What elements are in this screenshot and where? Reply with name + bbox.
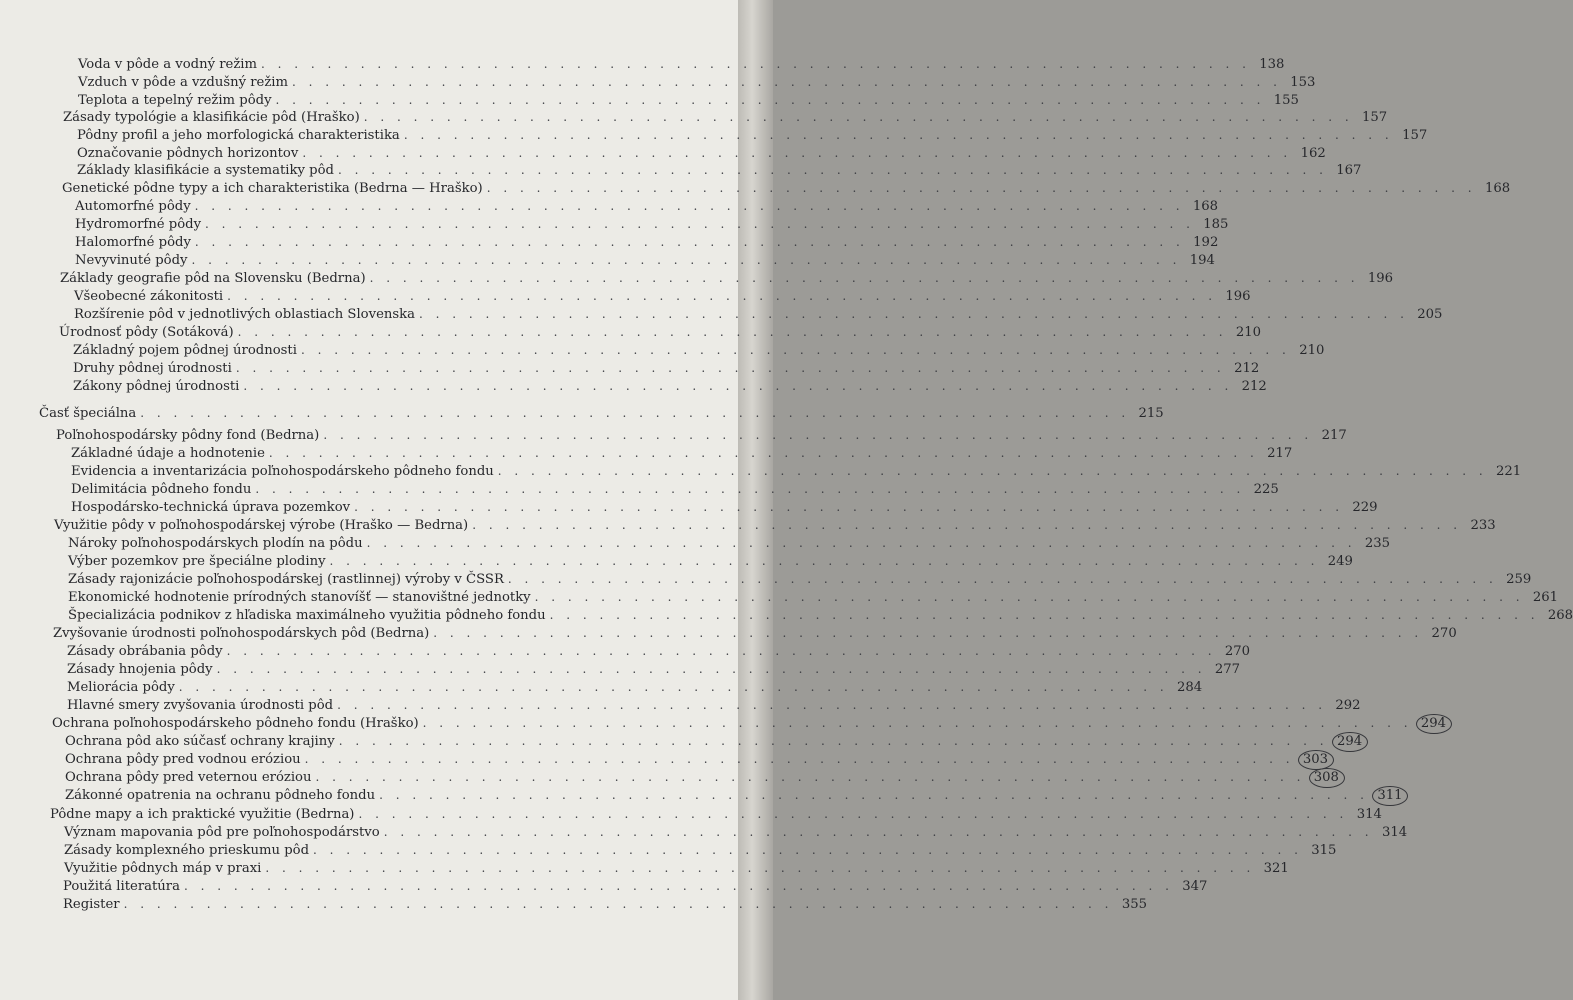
toc-entry-page: 277: [1214, 662, 1241, 677]
toc-entry: [68, 553, 1353, 570]
toc-entry: [65, 769, 1339, 786]
toc-entry-page: 233: [1470, 518, 1496, 533]
toc-dot-leader: . . . . . . . . . . . . . . . . . . . . . . . . . . . . . . . . . . . . . . . . . . . . . . . . . . . . . . . . . . . .: [379, 788, 1369, 802]
toc-entry-title: Základný pojem pôdnej úrodnosti: [73, 343, 297, 358]
toc-entry-title: Zásady rajonizácie poľnohospodárskej (rastlinnej) výroby v ČSSR: [68, 572, 504, 587]
toc-dot-leader: . . . . . . . . . . . . . . . . . . . . . . . . . . . . . . . . . . . . . . . . . . . . . . . . . . . . . . . . . . . .: [255, 482, 1245, 496]
toc-entry-title: Evidencia a inventarizácia poľnohospodárskeho pôdneho fondu: [71, 464, 494, 479]
toc-entry-page: 168: [1484, 181, 1511, 196]
toc-entry-title: Špecializácia podnikov z hľadiska maximálneho využitia pôdneho fondu: [68, 608, 546, 623]
toc-entry-page: 196: [1225, 289, 1251, 304]
toc-entry: [62, 180, 1511, 197]
toc-dot-leader: . . . . . . . . . . . . . . . . . . . . . . . . . . . . . . . . . . . . . . . . . . . . . . . . . . . . . . . . . . . .: [363, 110, 1354, 124]
toc-entry-title: Zásady typológie a klasifikácie pôd (Hraško): [63, 110, 360, 125]
toc-dot-leader: . . . . . . . . . . . . . . . . . . . . . . . . . . . . . . . . . . . . . . . . . . . . . . . . . . . . . . . . . . . .: [292, 75, 1282, 89]
toc-dot-leader: . . . . . . . . . . . . . . . . . . . . . . . . . . . . . . . . . . . . . . . . . . . . . . . . . . . . . . . . . . . .: [315, 770, 1305, 784]
toc-dot-leader: . . . . . . . . . . . . . . . . . . . . . . . . . . . . . . . . . . . . . . . . . . . . . . . . . . . . . . . . . . . .: [227, 289, 1217, 303]
toc-dot-leader: . . . . . . . . . . . . . . . . . . . . . . . . . . . . . . . . . . . . . . . . . . . . . . . . . . . . . . . . . . . .: [178, 680, 1169, 694]
toc-entry-page: 157: [1402, 128, 1428, 143]
toc-entry: [78, 74, 1316, 91]
toc-entry-title: Základy geografie pôd na Slovensku (Bedrna): [60, 271, 366, 286]
toc-entry-title: Zásady hnojenia pôdy: [67, 662, 213, 677]
toc-entry: [67, 643, 1251, 660]
toc-entry-title: Zákonné opatrenia na ochranu pôdneho fondu: [65, 788, 376, 803]
toc-entry: [77, 127, 1428, 144]
toc-entry: [75, 234, 1219, 251]
toc-entry-page: 210: [1235, 325, 1262, 340]
toc-entry-page: 294: [1328, 733, 1362, 750]
toc-entry-title: Voda v pôde a vodný režim: [78, 57, 258, 72]
toc-entry-page: 259: [1506, 572, 1532, 587]
toc-entry: [39, 405, 1164, 422]
toc-dot-leader: . . . . . . . . . . . . . . . . . . . . . . . . . . . . . . . . . . . . . . . . . . . . . . . . . . . . . . . . . . . .: [366, 536, 1357, 550]
toc-entry-page: 355: [1121, 897, 1147, 912]
toc-entry: [74, 306, 1443, 323]
toc-dot-leader: . . . . . . . . . . . . . . . . . . . . . . . . . . . . . . . . . . . . . . . . . . . . . . . . . . . . . . . . . . . .: [507, 572, 1498, 586]
toc-dot-leader: . . . . . . . . . . . . . . . . . . . . . . . . . . . . . . . . . . . . . . . . . . . . . . . . . . . . . . . . . . . .: [323, 428, 1313, 442]
toc-entry-title: Meliorácia pôdy: [67, 680, 175, 695]
toc-entry: [63, 896, 1147, 913]
toc-entry-title: Označovanie pôdnych horizontov: [77, 146, 299, 161]
toc-entry-title: Základné údaje a hodnotenie: [71, 446, 265, 461]
toc-entry-page: 210: [1299, 343, 1325, 358]
toc-entry-title: Úrodnosť pôdy (Sotáková): [59, 325, 234, 340]
toc-dot-leader: . . . . . . . . . . . . . . . . . . . . . . . . . . . . . . . . . . . . . . . . . . . . . . . . . . . . . . . . . . . .: [235, 361, 1226, 375]
toc-entry-page: 205: [1417, 307, 1443, 322]
toc-dot-leader: . . . . . . . . . . . . . . . . . . . . . . . . . . . . . . . . . . . . . . . . . . . . . . . . . . . . . . . . . . . .: [261, 57, 1251, 71]
toc-entry: [64, 860, 1289, 877]
toc-dot-leader: . . . . . . . . . . . . . . . . . . . . . . . . . . . . . . . . . . . . . . . . . . . . . . . . . . . . . . . . . . . .: [337, 163, 1328, 177]
toc-entry: [68, 589, 1559, 606]
toc-entry-page: 221: [1496, 464, 1522, 479]
toc-entry: [75, 198, 1219, 215]
toc-entry: [53, 625, 1457, 642]
toc-entry-title: Nevyvinuté pôdy: [75, 253, 188, 268]
toc-dot-leader: . . . . . . . . . . . . . . . . . . . . . . . . . . . . . . . . . . . . . . . . . . . . . . . . . . . . . . . . . . . .: [369, 271, 1360, 285]
toc-entry-page: 225: [1253, 482, 1279, 497]
toc-entry-title: Zásady komplexného prieskumu pôd: [64, 843, 310, 858]
toc-entry-page: 268: [1547, 608, 1573, 623]
toc-dot-leader: . . . . . . . . . . . . . . . . . . . . . . . . . . . . . . . . . . . . . . . . . . . . . . . . . . . . . . . . . . . .: [338, 734, 1329, 748]
toc-entry: [67, 661, 1241, 678]
toc-entry-page: 217: [1321, 428, 1347, 443]
toc-entry: [60, 270, 1394, 287]
toc-entry-page: 270: [1224, 644, 1251, 659]
toc-entry-title: Zásady obrábania pôdy: [67, 644, 223, 659]
toc-entry-page: 212: [1234, 361, 1260, 376]
toc-entry-page: 294: [1412, 715, 1446, 732]
toc-dot-leader: . . . . . . . . . . . . . . . . . . . . . . . . . . . . . . . . . . . . . . . . . . . . . . . . . . . . . . . . . . . .: [300, 343, 1291, 357]
toc-dot-leader: . . . . . . . . . . . . . . . . . . . . . . . . . . . . . . . . . . . . . . . . . . . . . . . . . . . . . . . . . . . .: [205, 217, 1195, 231]
toc-entry: [65, 733, 1363, 750]
toc-entry-page: 311: [1368, 787, 1402, 804]
toc-entry-page: 167: [1336, 163, 1362, 178]
toc-entry-page: 303: [1294, 751, 1328, 768]
toc-entry: [71, 445, 1293, 462]
toc-entry: [68, 535, 1391, 552]
toc-dot-leader: . . . . . . . . . . . . . . . . . . . . . . . . . . . . . . . . . . . . . . . . . . . . . . . . . . . . . . . . . . . .: [123, 897, 1113, 911]
toc-entry-title: Genetické pôdne typy a ich charakteristika (Bedrna — Hraško): [62, 181, 483, 196]
toc-dot-leader: . . . . . . . . . . . . . . . . . . . . . . . . . . . . . . . . . . . . . . . . . . . . . . . . . . . . . . . . . . . .: [383, 825, 1374, 839]
toc-dot-leader: . . . . . . . . . . . . . . . . . . . . . . . . . . . . . . . . . . . . . . . . . . . . . . . . . . . . . . . . . . . .: [194, 199, 1185, 213]
toc-dot-leader: . . . . . . . . . . . . . . . . . . . . . . . . . . . . . . . . . . . . . . . . . . . . . . . . . . . . . . . . . . . .: [472, 518, 1462, 532]
toc-entry-page: 270: [1431, 626, 1457, 641]
toc-dot-leader: . . . . . . . . . . . . . . . . . . . . . . . . . . . . . . . . . . . . . . . . . . . . . . . . . . . . . . . . . . . .: [419, 307, 1409, 321]
toc-dot-leader: . . . . . . . . . . . . . . . . . . . . . . . . . . . . . . . . . . . . . . . . . . . . . . . . . . . . . . . . . . . .: [237, 325, 1228, 339]
toc-entry-page: 168: [1192, 199, 1219, 214]
toc-dot-leader: . . . . . . . . . . . . . . . . . . . . . . . . . . . . . . . . . . . . . . . . . . . . . . . . . . . . . . . . . . . .: [403, 128, 1394, 142]
toc-entry: [71, 481, 1279, 498]
toc-entry-page: 157: [1361, 110, 1388, 125]
toc-entry-page: 261: [1532, 590, 1559, 605]
toc-entry-title: Výber pozemkov pre špeciálne plodiny: [68, 554, 326, 569]
toc-entry-page: 321: [1263, 861, 1289, 876]
toc-entry-page: 194: [1189, 253, 1215, 268]
toc-entry-page: 155: [1273, 93, 1299, 108]
toc-entry-title: Druhy pôdnej úrodnosti: [73, 361, 232, 376]
toc-entry: [56, 427, 1347, 444]
toc-entry-page: 138: [1259, 57, 1285, 72]
toc-entry-title: Rozšírenie pôd v jednotlivých oblastiach Slovenska: [74, 307, 415, 322]
toc-entry-title: Základy klasifikácie a systematiky pôd: [77, 163, 334, 178]
toc-entry-title: Hydromorfné pôdy: [75, 217, 202, 232]
toc-entry: [67, 679, 1203, 696]
toc-entry: [67, 697, 1361, 714]
toc-entry: [74, 288, 1251, 305]
toc-entry-title: Poľnohospodársky pôdny fond (Bedrna): [56, 428, 320, 443]
toc-dot-leader: . . . . . . . . . . . . . . . . . . . . . . . . . . . . . . . . . . . . . . . . . . . . . . . . . . . . . . . . . . . .: [433, 626, 1423, 640]
toc-dot-leader: . . . . . . . . . . . . . . . . . . . . . . . . . . . . . . . . . . . . . . . . . . . . . . . . . . . . . . . . . . . .: [304, 752, 1295, 766]
toc-dot-leader: . . . . . . . . . . . . . . . . . . . . . . . . . . . . . . . . . . . . . . . . . . . . . . . . . . . . . . . . . . . .: [216, 662, 1207, 676]
toc-entry-title: Časť špeciálna: [39, 406, 137, 421]
toc-dot-leader: . . . . . . . . . . . . . . . . . . . . . . . . . . . . . . . . . . . . . . . . . . . . . . . . . . . . . . . . . . . .: [191, 253, 1181, 267]
toc-entry: [65, 787, 1403, 804]
toc-entry: [59, 324, 1262, 341]
toc-entry-page: 347: [1182, 879, 1208, 894]
toc-entry-page: 284: [1177, 680, 1203, 695]
toc-entry-page: 315: [1311, 843, 1337, 858]
toc-dot-leader: . . . . . . . . . . . . . . . . . . . . . . . . . . . . . . . . . . . . . . . . . . . . . . . . . . . . . . . . . . . .: [268, 446, 1259, 460]
toc-entry: [64, 824, 1408, 841]
toc-dot-leader: . . . . . . . . . . . . . . . . . . . . . . . . . . . . . . . . . . . . . . . . . . . . . . . . . . . . . . . . . . . .: [337, 698, 1327, 712]
toc-dot-leader: . . . . . . . . . . . . . . . . . . . . . . . . . . . . . . . . . . . . . . . . . . . . . . . . . . . . . . . . . . . .: [302, 146, 1292, 160]
toc-entry-page: 235: [1364, 536, 1391, 551]
toc-dot-leader: . . . . . . . . . . . . . . . . . . . . . . . . . . . . . . . . . . . . . . . . . . . . . . . . . . . . . . . . . . . .: [534, 590, 1525, 604]
toc-entry: [71, 463, 1522, 480]
toc-dot-leader: . . . . . . . . . . . . . . . . . . . . . . . . . . . . . . . . . . . . . . . . . . . . . . . . . . . . . . . . . . . .: [358, 807, 1348, 821]
toc-entry-title: Halomorfné pôdy: [75, 235, 191, 250]
toc-entry: [52, 715, 1447, 732]
toc-entry-page: 308: [1305, 769, 1339, 786]
toc-entry: [75, 252, 1215, 269]
toc-entry-page: 153: [1290, 75, 1316, 90]
toc-entry-title: Nároky poľnohospodárskych plodín na pôdu: [68, 536, 363, 551]
toc-entry-title: Hlavné smery zvyšovania úrodnosti pôd: [67, 698, 334, 713]
toc-entry-page: 192: [1193, 235, 1219, 250]
toc-entry-title: Význam mapovania pôd pre poľnohospodárstvo: [64, 825, 380, 840]
toc-entry: [75, 216, 1229, 233]
toc-entry: [63, 109, 1388, 126]
toc-dot-leader: . . . . . . . . . . . . . . . . . . . . . . . . . . . . . . . . . . . . . . . . . . . . . . . . . . . . . . . . . . . .: [354, 500, 1344, 514]
toc-entry-title: Vzduch v pôde a vzdušný režim: [78, 75, 289, 90]
toc-entry: [71, 499, 1378, 516]
toc-dot-leader: . . . . . . . . . . . . . . . . . . . . . . . . . . . . . . . . . . . . . . . . . . . . . . . . . . . . . . . . . . . .: [497, 464, 1488, 478]
toc-entry-page: 217: [1267, 446, 1293, 461]
toc-entry-page: 249: [1327, 554, 1353, 569]
toc-dot-leader: . . . . . . . . . . . . . . . . . . . . . . . . . . . . . . . . . . . . . . . . . . . . . . . . . . . . . . . . . . . .: [226, 644, 1217, 658]
toc-dot-leader: . . . . . . . . . . . . . . . . . . . . . . . . . . . . . . . . . . . . . . . . . . . . . . . . . . . . . . . . . . . .: [329, 554, 1319, 568]
toc-dot-leader: . . . . . . . . . . . . . . . . . . . . . . . . . . . . . . . . . . . . . . . . . . . . . . . . . . . . . . . . . . . .: [549, 608, 1540, 622]
toc-entry-title: Využitie pôdy v poľnohospodárskej výrobe (Hraško — Bedrna): [54, 518, 469, 533]
toc-entry-title: Ochrana pôd ako súčasť ochrany krajiny: [65, 734, 335, 749]
toc-dot-leader: . . . . . . . . . . . . . . . . . . . . . . . . . . . . . . . . . . . . . . . . . . . . . . . . . . . . . . . . . . . .: [422, 716, 1413, 730]
toc-entry: [78, 56, 1285, 73]
toc-entry-page: 314: [1381, 825, 1408, 840]
toc-entry-page: 215: [1138, 406, 1164, 421]
toc-entry: [65, 751, 1329, 768]
toc-entry: [54, 517, 1496, 534]
toc-entry-title: Hospodársko-technická úprava pozemkov: [71, 500, 351, 515]
toc-entry-title: Všeobecné zákonitosti: [74, 289, 224, 304]
toc-entry-page: 292: [1335, 698, 1361, 713]
toc-entry: [68, 607, 1573, 624]
toc-entry-title: Register: [63, 897, 120, 912]
toc-dot-leader: . . . . . . . . . . . . . . . . . . . . . . . . . . . . . . . . . . . . . . . . . . . . . . . . . . . . . . . . . . . .: [183, 879, 1174, 893]
toc-dot-leader: . . . . . . . . . . . . . . . . . . . . . . . . . . . . . . . . . . . . . . . . . . . . . . . . . . . . . . . . . . . .: [265, 861, 1255, 875]
toc-entry-title: Pôdne mapy a ich praktické využitie (Bedrna): [50, 807, 355, 822]
toc-entry-page: 196: [1367, 271, 1394, 286]
toc-entry-title: Zákony pôdnej úrodnosti: [73, 379, 240, 394]
toc-entry: [73, 342, 1325, 359]
toc-entry-title: Teplota a tepelný režim pôdy: [78, 93, 272, 108]
toc-entry-title: Delimitácia pôdneho fondu: [71, 482, 252, 497]
toc-entry: [73, 378, 1267, 395]
toc-entry-title: Použitá literatúra: [63, 879, 180, 894]
toc-entry-page: 212: [1241, 379, 1267, 394]
toc-entry-page: 314: [1356, 807, 1382, 822]
toc-entry-title: Zvyšovanie úrodnosti poľnohospodárskych pôd (Bedrna): [53, 626, 430, 641]
toc-entry: [68, 571, 1532, 588]
toc-entry: [77, 162, 1362, 179]
toc-entry-title: Ochrana poľnohospodárskeho pôdneho fondu (Hraško): [52, 716, 419, 731]
toc-dot-leader: . . . . . . . . . . . . . . . . . . . . . . . . . . . . . . . . . . . . . . . . . . . . . . . . . . . . . . . . . . . .: [313, 843, 1303, 857]
toc-entry-title: Ekonomické hodnotenie prírodných stanovíšť — stanovištné jednotky: [68, 590, 531, 605]
toc-dot-leader: . . . . . . . . . . . . . . . . . . . . . . . . . . . . . . . . . . . . . . . . . . . . . . . . . . . . . . . . . . . .: [486, 181, 1477, 195]
toc-dot-leader: . . . . . . . . . . . . . . . . . . . . . . . . . . . . . . . . . . . . . . . . . . . . . . . . . . . . . . . . . . . .: [140, 406, 1130, 420]
toc-entry: [77, 145, 1326, 162]
toc-entry: [63, 878, 1208, 895]
toc-entry: [50, 806, 1382, 823]
toc-entry-title: Ochrana pôdy pred veternou eróziou: [65, 770, 312, 785]
toc-entry: [73, 360, 1260, 377]
toc-entry-title: Ochrana pôdy pred vodnou eróziou: [65, 752, 301, 767]
toc-entry-page: 162: [1300, 146, 1326, 161]
toc-entry-title: Využitie pôdnych máp v praxi: [64, 861, 262, 876]
toc-dot-leader: . . . . . . . . . . . . . . . . . . . . . . . . . . . . . . . . . . . . . . . . . . . . . . . . . . . . . . . . . . . .: [243, 379, 1233, 393]
toc-entry-title: Pôdny profil a jeho morfologická charakteristika: [77, 128, 400, 143]
toc-dot-leader: . . . . . . . . . . . . . . . . . . . . . . . . . . . . . . . . . . . . . . . . . . . . . . . . . . . . . . . . . . . .: [275, 93, 1265, 107]
toc-dot-leader: . . . . . . . . . . . . . . . . . . . . . . . . . . . . . . . . . . . . . . . . . . . . . . . . . . . . . . . . . . . .: [194, 235, 1185, 249]
toc-entry: [64, 842, 1337, 859]
toc-entry-title: Automorfné pôdy: [75, 199, 191, 214]
toc-entry: [78, 92, 1299, 109]
toc-entry-page: 185: [1203, 217, 1229, 232]
toc-entry-page: 229: [1352, 500, 1378, 515]
